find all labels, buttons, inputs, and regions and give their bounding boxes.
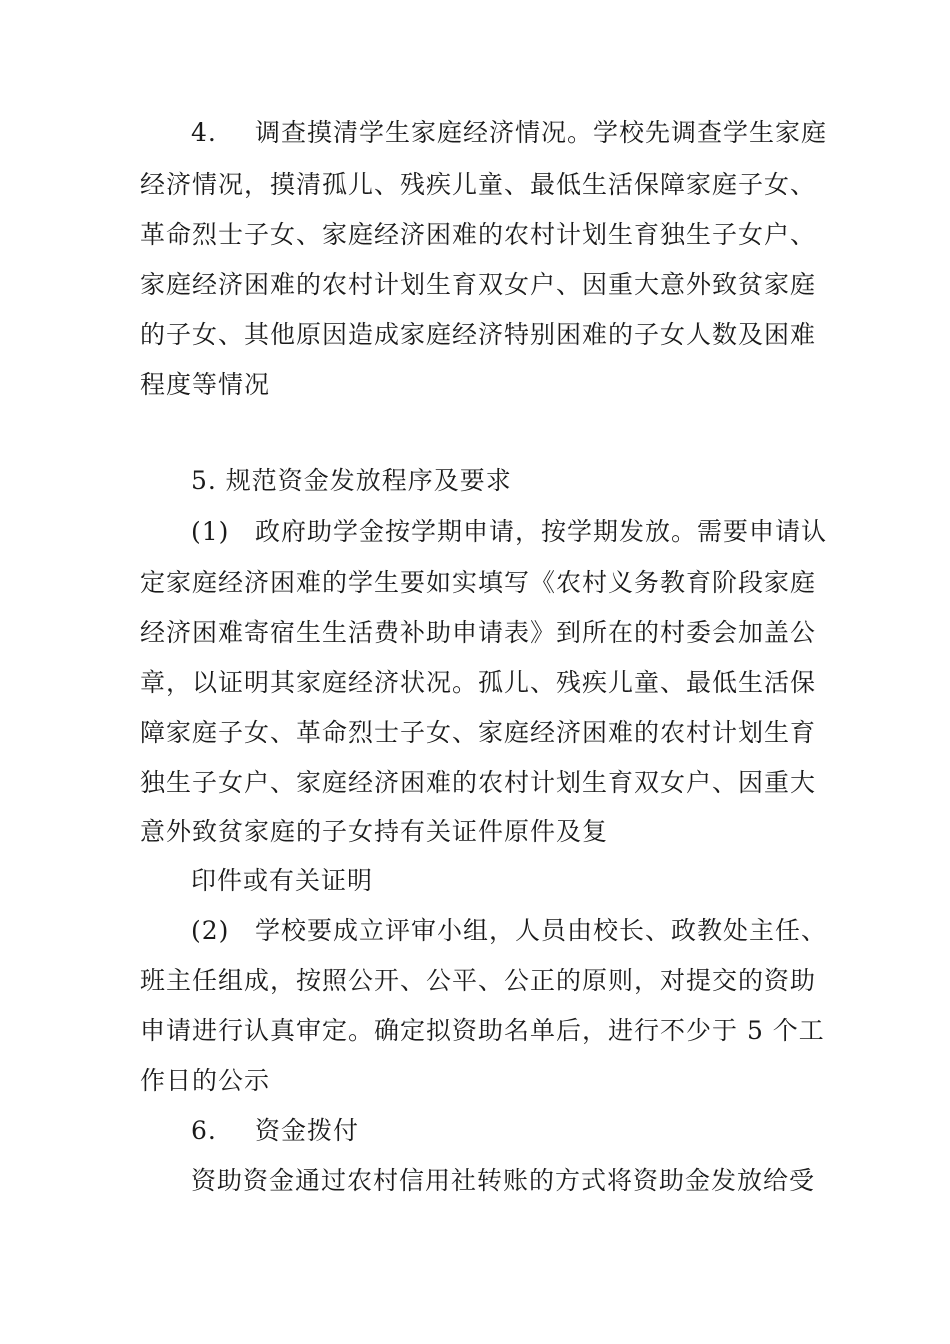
section5-item2-text: 学校要成立评审小组，人员由校长、政教处主任、 [255, 916, 828, 945]
section5-item1-line-4: 章，以证明其家庭经济状况。孤儿、残疾儿童、最低生活保 [140, 668, 817, 697]
section4-line-1 [191, 118, 827, 148]
section6-heading-text: 资金拨付 [255, 1116, 360, 1145]
section5-item2-line-3: 申请进行认真审定。确定拟资助名单后，进行不少于 5 个工 [140, 1016, 825, 1045]
section5-item1-line-3: 经济困难寄宿生生活费补助申请表》到所在的村委会加盖公 [140, 618, 817, 647]
section5-item2-line-1 [191, 916, 827, 946]
section5-item1-number: (1) [191, 517, 230, 546]
section4-number: 4. [191, 118, 217, 147]
section5-item2-line-4: 作日的公示 [140, 1066, 271, 1095]
section5-item1-line-7: 意外致贫家庭的子女持有关证件原件及复 [140, 817, 609, 846]
section6-number: 6. [191, 1116, 217, 1145]
section4-text: 调查摸清学生家庭经济情况。学校先调查学生家庭 [255, 118, 828, 147]
section5-item1-line-1 [191, 517, 827, 547]
section4-line-3: 革命烈士子女、家庭经济困难的农村计划生育独生子女户、 [140, 220, 817, 249]
section5-heading: 5. 规范资金发放程序及要求 [191, 466, 512, 495]
section5-item1-text: 政府助学金按学期申请，按学期发放。需要申请认 [255, 517, 828, 546]
section5-item1-line-8: 印件或有关证明 [191, 866, 374, 895]
section6-heading [191, 1116, 359, 1146]
section4-line-4: 家庭经济困难的农村计划生育双女户、因重大意外致贫家庭 [140, 270, 817, 299]
section5-item1-line-2: 定家庭经济困难的学生要如实填写《农村义务教育阶段家庭 [140, 568, 817, 597]
section6-line-1: 资助资金通过农村信用社转账的方式将资助金发放给受 [191, 1166, 816, 1195]
section5-item2-number: (2) [191, 916, 230, 945]
section5-item2-line-2: 班主任组成，按照公开、公平、公正的原则，对提交的资助 [140, 966, 817, 995]
section4-line-2: 经济情况，摸清孤儿、残疾儿童、最低生活保障家庭子女、 [140, 170, 817, 199]
section5-item1-line-6: 独生子女户、家庭经济困难的农村计划生育双女户、因重大 [140, 768, 817, 797]
section5-item1-line-5: 障家庭子女、革命烈士子女、家庭经济困难的农村计划生育 [140, 718, 817, 747]
section4-line-6: 程度等情况 [140, 370, 271, 399]
section4-line-5: 的子女、其他原因造成家庭经济特别困难的子女人数及困难 [140, 320, 817, 349]
